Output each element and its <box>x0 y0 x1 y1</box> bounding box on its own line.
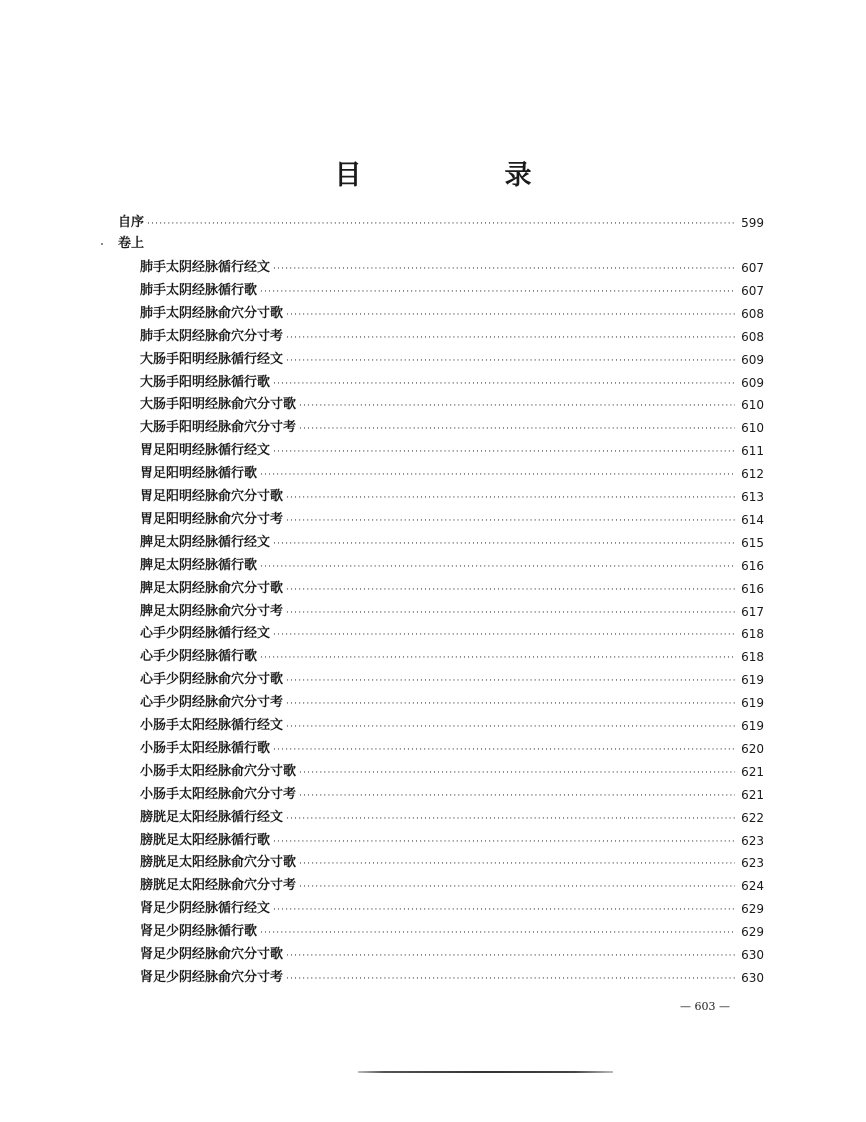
toc-entry-label: 小肠手太阳经脉俞穴分寸歌 <box>140 763 297 779</box>
toc-entry-page: 624 <box>741 879 764 894</box>
toc-entry[interactable] <box>140 303 764 325</box>
toc-entry[interactable] <box>140 738 764 760</box>
leader-dots <box>260 281 735 303</box>
toc-entry[interactable] <box>140 486 764 508</box>
scan-edge-line <box>358 1071 613 1073</box>
leader-dots <box>273 373 735 395</box>
toc-entry-label: 脾足太阴经脉循行歌 <box>140 557 258 573</box>
toc-entry-page: 608 <box>741 306 764 321</box>
leader-dots <box>260 556 735 578</box>
toc-entry[interactable] <box>140 898 764 920</box>
toc-entry-label: 膀胱足太阳经脉俞穴分寸歌 <box>140 855 297 871</box>
toc-entry-page: 618 <box>741 627 764 642</box>
leader-dots <box>286 693 735 715</box>
leader-dots <box>273 831 735 853</box>
page-number: — 603 — <box>680 1000 730 1013</box>
leader-dots <box>299 418 735 440</box>
leader-dots <box>286 670 735 692</box>
leader-dots <box>273 258 735 280</box>
leader-dots <box>286 350 735 372</box>
toc-entry[interactable] <box>140 807 764 829</box>
toc-entry[interactable] <box>140 784 764 806</box>
leader-dots <box>260 922 735 944</box>
leader-dots <box>299 395 735 417</box>
leader-dots <box>273 533 735 555</box>
leader-dots <box>273 624 735 646</box>
toc-entry-page: 611 <box>741 444 764 459</box>
toc-entry[interactable] <box>140 944 764 966</box>
toc-entry-label: 胃足阳明经脉循行经文 <box>140 443 271 459</box>
toc-entry-preface[interactable] <box>118 212 764 234</box>
toc-entry-label: 肾足少阴经脉俞穴分寸考 <box>140 969 284 985</box>
leader-dots <box>260 464 735 486</box>
toc-entry-page: 620 <box>741 741 764 756</box>
leader-dots <box>299 762 735 784</box>
toc-entry-label: 小肠手太阳经脉循行经文 <box>140 718 284 733</box>
toc-entry-label: 脾足太阴经脉循行经文 <box>140 534 271 550</box>
toc-entry-page: 612 <box>741 467 764 482</box>
leader-dots <box>286 579 735 601</box>
toc-entry[interactable] <box>140 440 764 462</box>
toc-entry-page: 609 <box>741 352 764 367</box>
toc-entry[interactable] <box>140 623 764 645</box>
toc-entry-page: 621 <box>741 787 764 802</box>
toc-entry-page: 608 <box>741 329 764 344</box>
toc-entry-label: 心手少阴经脉俞穴分寸考 <box>140 695 284 711</box>
toc-entry-label: 大肠手阳明经脉循行歌 <box>140 374 271 390</box>
leader-dots <box>286 945 735 967</box>
toc-entry-page: 630 <box>741 948 764 962</box>
toc-entry-page: 609 <box>741 375 764 390</box>
toc-entry[interactable] <box>140 372 764 394</box>
toc-entry-label: 脾足太阴经脉俞穴分寸歌 <box>140 580 284 596</box>
toc-entry-page: 619 <box>741 696 764 711</box>
toc-entry-label: 膀胱足太阳经脉俞穴分寸考 <box>140 878 297 894</box>
toc-entry[interactable] <box>140 669 764 691</box>
toc-entry-label: 心手少阴经脉循行歌 <box>140 649 258 665</box>
toc-entry-page: 599 <box>741 216 764 230</box>
toc-entry[interactable] <box>140 532 764 554</box>
toc-entry-label: 膀胱足太阳经脉循行经文 <box>140 809 284 825</box>
toc-entry-page: 607 <box>741 261 764 275</box>
leader-dots <box>286 487 735 509</box>
toc-entry-page: 618 <box>741 650 764 665</box>
toc-entry-label: 大肠手阳明经脉循行经文 <box>140 351 284 367</box>
leader-dots <box>286 510 735 532</box>
leader-dots <box>286 716 735 738</box>
toc-entry-label: 自序 <box>118 215 145 230</box>
leader-dots <box>299 785 735 807</box>
toc-entry[interactable] <box>140 875 764 897</box>
toc-entry-label: 小肠手太阳经脉循行歌 <box>140 740 271 756</box>
toc-entry[interactable] <box>140 578 764 600</box>
toc-entry[interactable] <box>140 349 764 371</box>
toc-entry[interactable] <box>140 280 764 302</box>
toc-entry-page: 617 <box>741 604 764 619</box>
toc-entry[interactable] <box>140 326 764 348</box>
toc-entry-label: 心手少阴经脉俞穴分寸歌 <box>140 672 284 688</box>
leader-dots <box>260 647 735 669</box>
toc-entry[interactable] <box>140 715 764 737</box>
toc-entry-page: 623 <box>741 833 764 848</box>
toc-entry-label: 心手少阴经脉循行经文 <box>140 626 271 642</box>
toc-entry[interactable] <box>140 921 764 943</box>
leader-dots <box>299 853 735 875</box>
leader-dots <box>273 441 735 463</box>
toc-entry-label: 大肠手阳明经脉俞穴分寸考 <box>140 420 297 436</box>
toc-entry[interactable] <box>140 646 764 668</box>
leader-dots <box>286 327 735 349</box>
toc-entry-page: 610 <box>741 421 764 436</box>
leader-dots <box>286 968 735 990</box>
toc-entry-label: 肺手太阴经脉俞穴分寸考 <box>140 328 284 344</box>
toc-entry-page: 629 <box>741 925 764 940</box>
toc-entry-label: 肾足少阴经脉俞穴分寸歌 <box>140 947 284 962</box>
leader-dots <box>147 213 735 235</box>
toc-entry-label: 胃足阳明经脉俞穴分寸考 <box>140 511 284 527</box>
toc-entry-page: 616 <box>741 581 764 596</box>
leader-dots <box>286 304 735 326</box>
toc-entry[interactable] <box>140 852 764 874</box>
toc-entry-page: 615 <box>741 535 764 550</box>
toc-entry-page: 607 <box>741 283 764 298</box>
leader-dots <box>299 876 735 898</box>
toc-entry-page: 623 <box>741 856 764 871</box>
toc-entry-page: 610 <box>741 398 764 413</box>
toc-entry-page: 622 <box>741 810 764 825</box>
toc-entry-page: 616 <box>741 558 764 573</box>
toc-entry[interactable] <box>140 761 764 783</box>
leader-dots <box>273 899 735 921</box>
toc-entry[interactable] <box>140 463 764 485</box>
toc-entry-label: 肾足少阴经脉循行歌 <box>140 924 258 940</box>
toc-entry[interactable] <box>140 601 764 623</box>
toc-entry-page: 630 <box>741 970 764 985</box>
leader-dots <box>286 808 735 830</box>
toc-entry-page: 621 <box>741 764 764 779</box>
page-title: 目 录 <box>334 160 590 191</box>
margin-mark <box>101 243 103 245</box>
toc-entry-label: 胃足阳明经脉循行歌 <box>140 466 258 482</box>
toc-entry-label: 肺手太阴经脉循行歌 <box>140 282 258 298</box>
toc-entry-label: 小肠手太阳经脉俞穴分寸考 <box>140 786 297 802</box>
toc-entry-label: 肺手太阴经脉俞穴分寸歌 <box>140 305 284 321</box>
toc-entry-page: 629 <box>741 902 764 917</box>
toc-entry[interactable] <box>140 257 764 279</box>
toc-entry[interactable] <box>140 394 764 416</box>
toc-entry-label: 大肠手阳明经脉俞穴分寸歌 <box>140 397 297 413</box>
toc-entry-label: 膀胱足太阳经脉循行歌 <box>140 832 271 848</box>
toc-entry-label: 肾足少阴经脉循行经文 <box>140 901 271 917</box>
toc-entry[interactable] <box>140 509 764 531</box>
toc-entry-label: 肺手太阴经脉循行经文 <box>140 260 271 275</box>
toc-entry[interactable] <box>140 692 764 714</box>
section-heading: 卷上 <box>118 236 145 251</box>
toc-entry-label: 胃足阳明经脉俞穴分寸歌 <box>140 489 284 504</box>
toc-entry[interactable] <box>140 967 764 989</box>
toc-entry[interactable] <box>140 830 764 852</box>
toc-entry-page: 619 <box>741 719 764 733</box>
toc-entry-label: 脾足太阴经脉俞穴分寸考 <box>140 603 284 619</box>
leader-dots <box>273 739 735 761</box>
toc-entry-page: 613 <box>741 490 764 504</box>
leader-dots <box>286 602 735 624</box>
toc-entry[interactable] <box>140 417 764 439</box>
toc-entry-page: 619 <box>741 673 764 688</box>
toc-entry-page: 614 <box>741 512 764 527</box>
toc-entry[interactable] <box>140 555 764 577</box>
